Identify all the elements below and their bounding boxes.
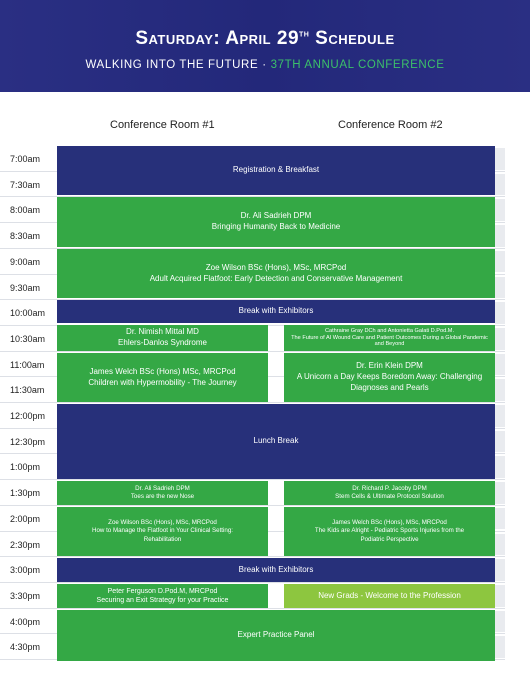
row-divider: [0, 402, 505, 403]
session-speaker: Dr. Ali Sadrieh DPM: [135, 484, 190, 492]
session-jacoby[interactable]: [284, 481, 495, 505]
session-speaker: Zoe Wilson BSc (Hons), MSc, MRCPod: [108, 519, 217, 527]
time-label: 2:00pm: [10, 513, 41, 524]
session-registration[interactable]: [57, 146, 495, 195]
session-title: Stem Cells & Ultimate Protocol Solution: [335, 493, 444, 500]
session-new-grads[interactable]: [284, 584, 495, 608]
row-stub: [495, 405, 505, 427]
row-stub: [495, 534, 505, 556]
session-mittal[interactable]: [57, 325, 268, 351]
session-title: The Future of AI Wound Care and Patient Outcomes During a Global Pandemic and Beyond: [291, 334, 488, 348]
session-sadrieh[interactable]: [57, 197, 495, 247]
time-label: 12:00pm: [10, 411, 46, 421]
session-title: Bringing Humanity Back to Medicine: [211, 222, 341, 231]
page-title: Saturday: April 29th Schedule: [135, 28, 395, 49]
session-wilson[interactable]: [57, 249, 495, 298]
session-speaker: Dr. Erin Klein DPM: [356, 361, 423, 371]
time-label: 3:30pm: [10, 590, 41, 601]
time-label: 1:00pm: [10, 462, 41, 473]
row-stub: [495, 456, 505, 478]
row-stub: [495, 328, 505, 350]
row-stub: [495, 277, 505, 299]
subtitle-conference: 37TH ANNUAL CONFERENCE: [270, 59, 445, 71]
session-break-2[interactable]: [57, 558, 495, 582]
session-title: Ehlers-Danlos Syndrome: [118, 338, 207, 347]
session-title: How to Manage the Flatfoot in Your Clinical Setting: Rehabilitation: [91, 527, 234, 543]
row-stub: [495, 225, 505, 247]
session-speaker: Dr. Richard P. Jacoby DPM: [352, 484, 427, 492]
row-stub: [495, 508, 505, 530]
subtitle-separator: ·: [262, 59, 267, 71]
time-label: 11:30am: [10, 385, 45, 396]
session-speaker: James Welch BSc (Hons) MSc, MRCPod: [89, 366, 236, 376]
row-stub: [495, 559, 505, 581]
time-label: 2:30pm: [10, 539, 41, 550]
session-speaker: Peter Ferguson D.Pod.M, MRCPod: [107, 587, 218, 595]
session-speaker: Zoe Wilson BSc (Hons), MSc, MRCPod: [205, 262, 347, 272]
time-label: 10:30am: [10, 333, 46, 344]
session-welch-2[interactable]: [284, 507, 495, 556]
time-label: 7:00am: [10, 154, 41, 164]
row-stub: [495, 199, 505, 221]
row-stub: [495, 379, 505, 401]
session-sadrieh-2[interactable]: [57, 481, 268, 505]
session-title: Children with Hypermobility - The Journey: [88, 377, 237, 387]
row-stub: [495, 431, 505, 453]
session-title: Registration & Breakfast: [232, 165, 320, 175]
column-header-room1: Conference Room #1: [110, 119, 215, 131]
time-label: 9:00am: [10, 256, 41, 267]
session-title: Break with Exhibitors: [238, 564, 314, 574]
session-title: Adult Acquired Flatfoot: Early Detection and Conservative Management: [149, 273, 403, 283]
session-title: Toes are the new Nose: [130, 493, 195, 500]
page-subtitle: [0, 59, 530, 71]
time-label: 3:00pm: [10, 565, 41, 576]
session-welch-1[interactable]: [57, 353, 268, 402]
row-stub: [495, 148, 505, 170]
session-ferguson[interactable]: [57, 584, 268, 608]
row-stub: [495, 174, 505, 196]
session-title: The Kids are Alright - Pediatric Sports Injuries from the Podiatric Perspective: [314, 527, 465, 543]
row-stub: [495, 354, 505, 376]
session-gray-galati[interactable]: [284, 325, 495, 351]
session-expert-panel[interactable]: [57, 610, 495, 661]
row-divider: [0, 479, 505, 480]
time-label: 7:30am: [10, 179, 41, 190]
header-banner: [0, 0, 530, 92]
time-label: 9:30am: [10, 282, 41, 293]
subtitle-theme: WALKING INTO THE FUTURE: [85, 59, 259, 71]
time-label: 12:30pm: [10, 436, 46, 447]
session-break-1[interactable]: [57, 300, 495, 323]
session-title: Lunch Break: [253, 436, 299, 446]
session-title: Expert Practice Panel: [237, 630, 315, 640]
time-label: 4:00pm: [10, 616, 41, 627]
session-speaker: James Welch BSc (Hons), MSc, MRCPod: [332, 519, 447, 527]
row-stub: [495, 585, 505, 607]
row-stub: [495, 251, 505, 273]
session-speaker: Cathraine Gray DCh and Antonietta Galati D.Pod.M.: [324, 327, 455, 334]
time-label: 11:00am: [10, 359, 45, 370]
session-title: New Grads - Welcome to the Profession: [318, 590, 461, 600]
session-title: A Unicorn a Day Keeps Boredom Away: Challenging Diagnoses and Pearls: [296, 372, 483, 392]
session-speaker: Dr. Nimish Mittal MD: [126, 327, 199, 337]
time-label: 4:30pm: [10, 642, 41, 653]
session-speaker: Dr. Ali Sadrieh DPM: [240, 211, 312, 221]
session-lunch[interactable]: [57, 404, 495, 479]
session-title: Securing an Exit Strategy for your Practice: [96, 597, 229, 604]
session-wilson-2[interactable]: [57, 507, 268, 556]
session-klein[interactable]: [284, 353, 495, 402]
row-stub: [495, 482, 505, 504]
row-stub: [495, 302, 505, 324]
time-label: 8:00am: [10, 205, 41, 216]
time-label: 8:30am: [10, 231, 41, 242]
time-label: 1:30pm: [10, 488, 41, 499]
column-header-room2: Conference Room #2: [338, 119, 443, 131]
row-divider: [0, 582, 505, 583]
row-stub: [495, 636, 505, 658]
time-label: 10:00am: [10, 308, 46, 319]
row-stub: [495, 611, 505, 633]
session-title: Break with Exhibitors: [238, 306, 314, 316]
